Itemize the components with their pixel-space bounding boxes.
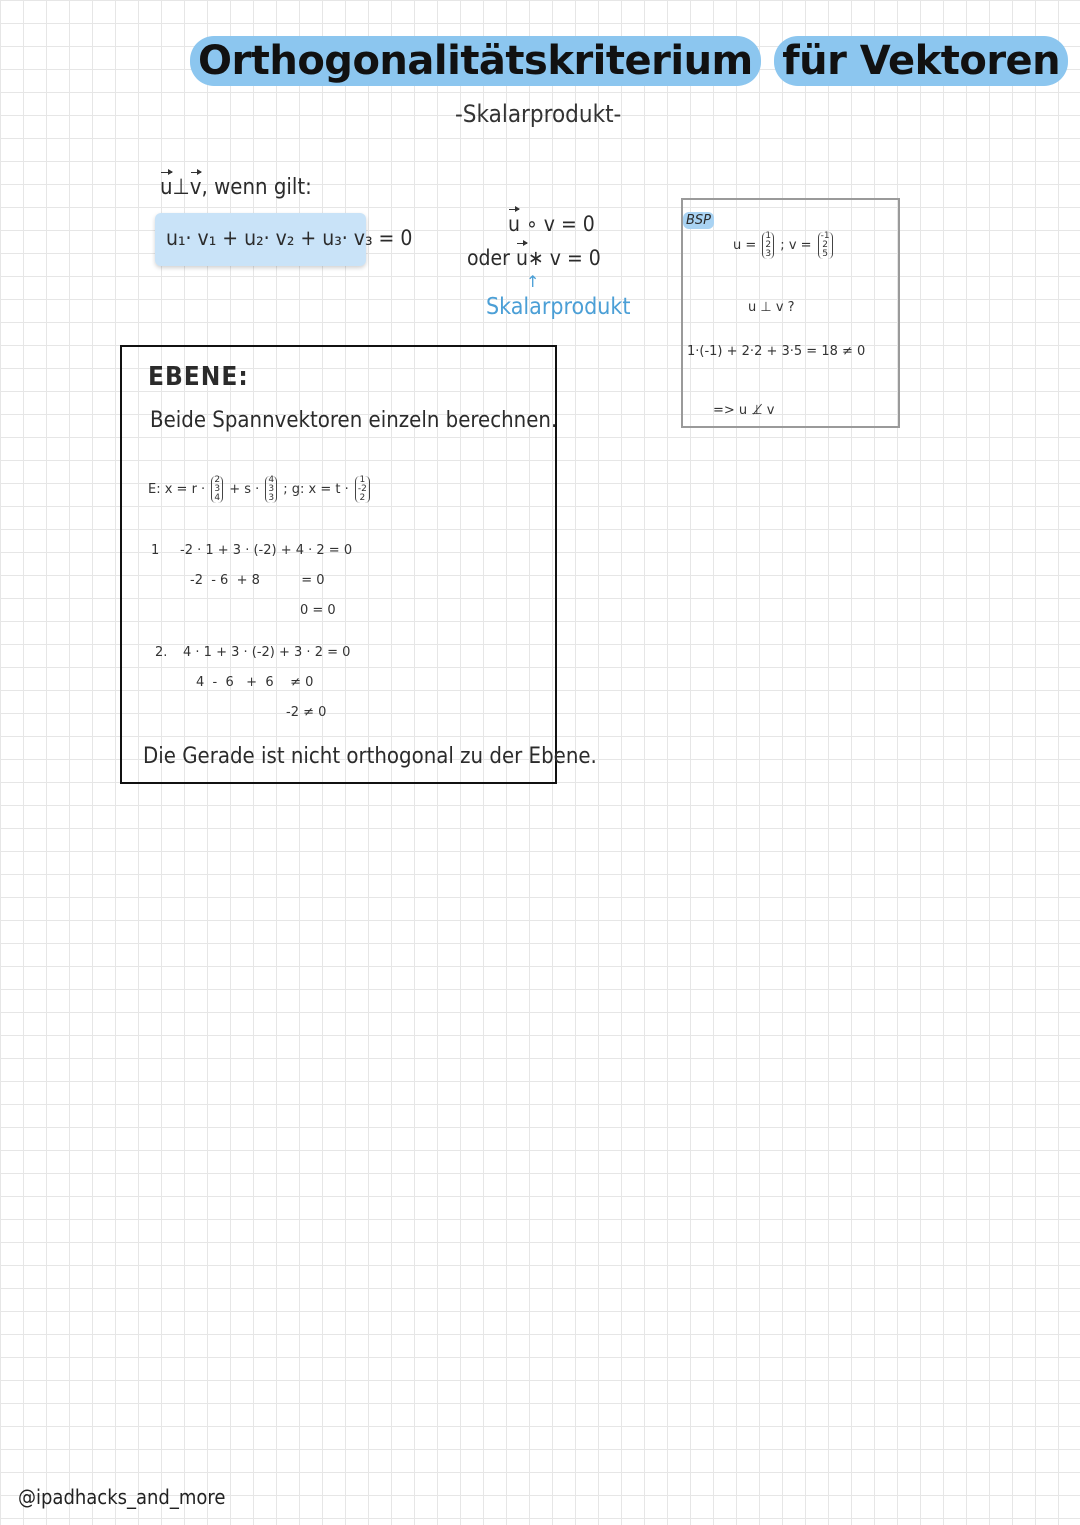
- s-vector: [265, 476, 277, 503]
- vector-u: u: [515, 246, 528, 270]
- example-question: u ⊥ v ?: [748, 300, 795, 315]
- or-label: oder: [467, 246, 510, 270]
- vector-entry: 1: [765, 231, 772, 241]
- example-v-vector: [818, 232, 833, 259]
- line-prefix: ; g: x = t ·: [283, 482, 349, 497]
- page-subtitle: -Skalarprodukt-: [455, 100, 622, 128]
- vector-entry: 5: [822, 249, 829, 259]
- author-handle: @ipadhacks_and_more: [18, 1485, 226, 1509]
- example-result: => u ⊥̸ v: [713, 403, 775, 418]
- vector-entry: 2: [214, 475, 221, 485]
- dot-notation-line-1: [508, 212, 595, 236]
- title-highlight-2: für Vektoren: [774, 36, 1068, 86]
- example-separator: ;: [780, 238, 785, 253]
- example-v-def: v =: [788, 238, 812, 253]
- vector-u: u: [508, 212, 520, 236]
- example-tag: BSP: [683, 212, 714, 229]
- step-1-label: 1: [151, 543, 160, 558]
- step-1-line-3: 0 = 0: [300, 603, 336, 618]
- dot-notation-line-2: [467, 246, 601, 270]
- plane-line-equation: [148, 476, 372, 503]
- example-vectors: [733, 232, 835, 259]
- step-2-label: 2.: [155, 645, 168, 660]
- vector-v: v: [189, 175, 202, 200]
- ebene-conclusion: Die Gerade ist nicht orthogonal zu der Ebene.: [143, 744, 597, 769]
- example-u-vector: [762, 232, 774, 259]
- vector-entry: 2: [822, 240, 829, 250]
- example-u-def: u =: [733, 238, 757, 253]
- perp-symbol: ⊥: [172, 175, 190, 200]
- t-vector: [355, 476, 370, 503]
- vector-u: u: [160, 175, 173, 200]
- plane-prefix: E: x = r ·: [148, 482, 206, 497]
- step-1-line-1: -2 · 1 + 3 · (-2) + 4 · 2 = 0: [180, 543, 353, 558]
- vector-entry: 3: [765, 249, 772, 259]
- vector-entry: 2: [359, 493, 366, 503]
- dot-notation-rest: ∘ v = 0: [525, 212, 595, 236]
- ebene-instruction: Beide Spannvektoren einzeln berechnen.: [150, 408, 558, 433]
- plus-s: + s ·: [229, 482, 260, 497]
- r-vector: [211, 476, 223, 503]
- step-2-line-2: 4 - 6 + 6 ≠ 0: [196, 675, 314, 690]
- dot-product-formula: u₁· v₁ + u₂· v₂ + u₃· v₃ = 0: [166, 226, 413, 250]
- step-2-line-1: 4 · 1 + 3 · (-2) + 3 · 2 = 0: [183, 645, 351, 660]
- step-1-line-2: -2 - 6 + 8 = 0: [190, 573, 325, 588]
- vector-entry: 3: [268, 484, 275, 494]
- star-notation-rest: ∗ v = 0: [527, 246, 601, 270]
- vector-entry: -1: [820, 231, 830, 241]
- example-calculation: 1·(-1) + 2·2 + 3·5 = 18 ≠ 0: [687, 344, 866, 359]
- title-highlight-1: Orthogonalitätskriterium: [190, 36, 761, 86]
- vector-entry: 3: [214, 484, 221, 494]
- orthogonality-condition: [160, 175, 312, 200]
- up-arrow-icon: ↑: [526, 272, 540, 291]
- step-2-line-3: -2 ≠ 0: [286, 705, 327, 720]
- skalarprodukt-label: Skalarprodukt: [486, 294, 631, 320]
- vector-entry: 3: [268, 493, 275, 503]
- vector-entry: 4: [214, 493, 221, 503]
- condition-text: , wenn gilt:: [201, 175, 312, 200]
- ebene-title: EBENE:: [148, 362, 249, 392]
- vector-entry: 2: [765, 240, 772, 250]
- page-title: [190, 38, 1068, 84]
- vector-entry: -2: [357, 484, 367, 494]
- vector-entry: 4: [268, 475, 275, 485]
- vector-entry: 1: [359, 475, 366, 485]
